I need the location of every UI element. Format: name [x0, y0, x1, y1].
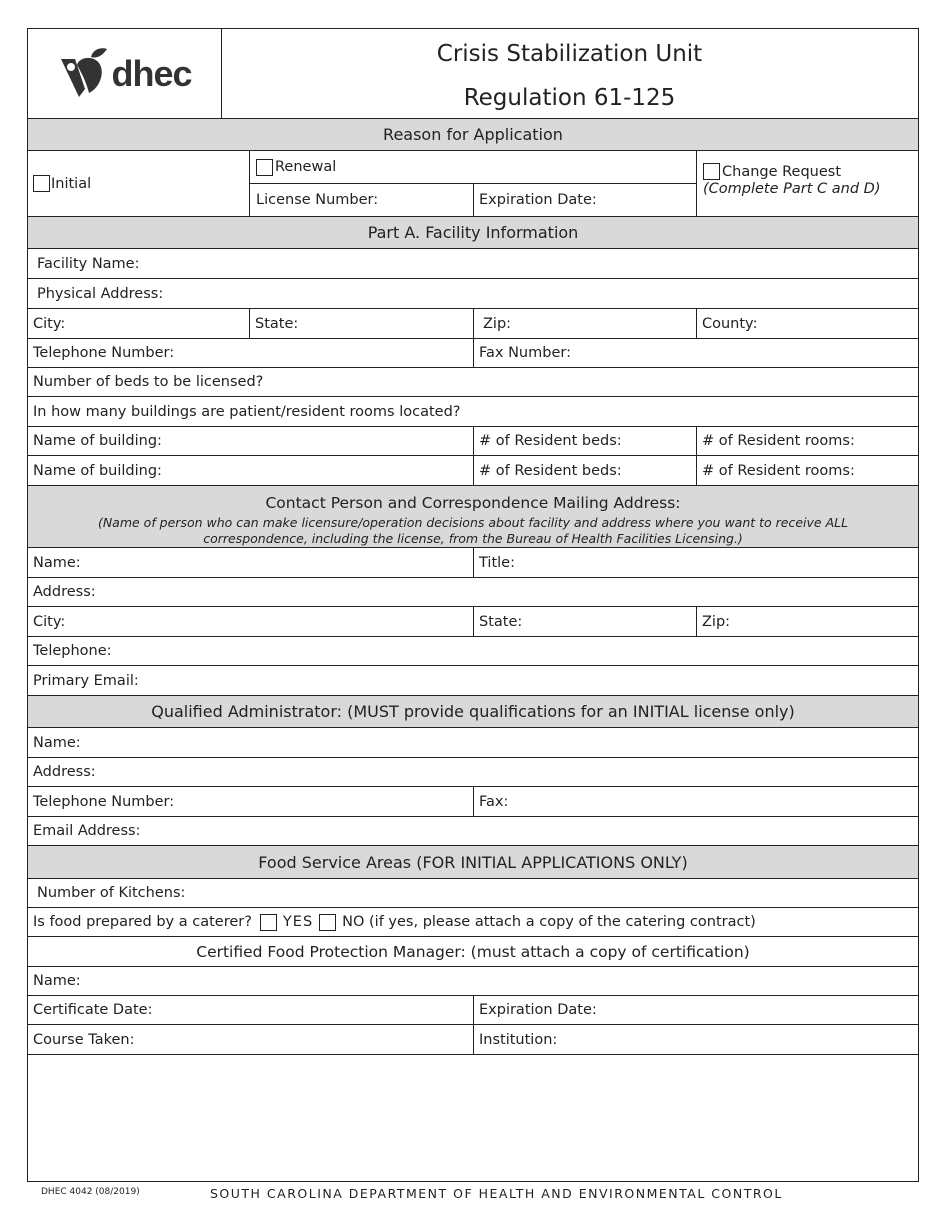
contact-city-row: [28, 606, 918, 636]
admin-address-row: [28, 757, 918, 786]
admin-email-field[interactable]: Email Address:: [33, 823, 141, 839]
section-heading: [28, 118, 918, 150]
dhec-logo-mark-icon: [57, 45, 115, 103]
facility-city-field[interactable]: City:: [33, 315, 66, 332]
renewal-label: Renewal: [275, 159, 337, 175]
facility-phone-row: [28, 338, 918, 367]
agency-name: SOUTH CAROLINA DEPARTMENT OF HEALTH AND ENVIRONMENTAL CONTROL: [210, 1186, 783, 1201]
caterer-no-checkbox[interactable]: [319, 914, 336, 931]
buildings-question-field[interactable]: In how many buildings are patient/resident rooms located?: [33, 403, 461, 420]
contact-note-line-2: correspondence, including the license, from the Bureau of Health Facilities Licensing.): [203, 531, 743, 546]
expiration-date-field[interactable]: Expiration Date:: [473, 184, 696, 216]
contact-email-row: [28, 665, 918, 695]
facility-fax-field[interactable]: Fax Number:: [473, 339, 918, 367]
facility-county-field[interactable]: County:: [696, 309, 918, 338]
kitchens-field[interactable]: Number of Kitchens:: [37, 885, 186, 901]
caterer-yes-label: YES: [282, 914, 314, 930]
contact-address-field[interactable]: Address:: [33, 584, 96, 600]
facility-telephone-field[interactable]: Telephone Number:: [33, 345, 175, 361]
contact-heading-block: [28, 486, 918, 547]
contact-telephone-field[interactable]: Telephone:: [33, 643, 112, 659]
initial-option: [28, 151, 249, 216]
renewal-block: [249, 151, 696, 216]
admin-name-row: [28, 727, 918, 757]
contact-city-field[interactable]: City:: [33, 613, 66, 630]
facility-zip-field[interactable]: Zip:: [473, 309, 696, 338]
building-row: [28, 426, 918, 455]
section-heading: [28, 485, 918, 547]
license-number-field[interactable]: License Number:: [256, 192, 379, 208]
facility-state-field[interactable]: State:: [249, 309, 473, 338]
facility-city-row: [28, 308, 918, 338]
resident-rooms-field[interactable]: # of Resident rooms:: [696, 427, 918, 455]
food-heading: Food Service Areas (FOR INITIAL APPLICATIONS ONLY): [258, 852, 688, 872]
application-form: [27, 28, 919, 1182]
part-a-heading: Part A. Facility Information: [367, 223, 579, 242]
contact-zip-field[interactable]: Zip:: [696, 607, 918, 636]
manager-heading-row: [28, 936, 918, 966]
blank-area: [28, 1054, 918, 1181]
beds-question-field[interactable]: Number of beds to be licensed?: [33, 374, 264, 390]
resident-beds-field[interactable]: # of Resident beds:: [473, 427, 696, 455]
resident-beds-field[interactable]: # of Resident beds:: [473, 456, 696, 485]
reason-row: [28, 150, 918, 216]
caterer-row: [28, 907, 918, 936]
contact-heading: Contact Person and Correspondence Mailing Address:: [265, 494, 681, 512]
resident-rooms-field[interactable]: # of Resident rooms:: [696, 456, 918, 485]
buildings-row: [28, 396, 918, 426]
admin-telephone-field[interactable]: Telephone Number:: [33, 793, 175, 810]
logo-text: dhec: [111, 52, 192, 94]
administrator-heading: Qualified Administrator: (MUST provide qualifications for an INITIAL license only): [151, 702, 795, 721]
manager-name-field[interactable]: Name:: [33, 973, 81, 989]
section-heading: [28, 845, 918, 878]
dhec-logo: [28, 29, 221, 118]
facility-name-field[interactable]: Facility Name:: [37, 255, 140, 272]
section-heading: [28, 216, 918, 248]
institution-field[interactable]: Institution:: [473, 1025, 918, 1054]
caterer-question-block: [28, 908, 918, 936]
building-name-field[interactable]: Name of building:: [33, 433, 162, 449]
certificate-expiration-field[interactable]: Expiration Date:: [473, 996, 918, 1024]
renewal-option: [249, 151, 696, 183]
form-code: DHEC 4042 (08/2019): [41, 1187, 140, 1197]
caterer-question: Is food prepared by a caterer?: [33, 914, 252, 930]
certificate-date-field[interactable]: Certificate Date:: [33, 1002, 153, 1018]
course-taken-field[interactable]: Course Taken:: [33, 1031, 135, 1048]
manager-name-row: [28, 966, 918, 995]
building-row: [28, 455, 918, 485]
contact-address-row: [28, 577, 918, 606]
certificate-row: [28, 995, 918, 1024]
initial-label: Initial: [51, 175, 92, 192]
contact-email-field[interactable]: Primary Email:: [33, 672, 139, 689]
kitchens-row: [28, 878, 918, 907]
contact-telephone-row: [28, 636, 918, 665]
contact-name-row: [28, 547, 918, 577]
physical-address-row: [28, 278, 918, 308]
contact-state-field[interactable]: State:: [473, 607, 696, 636]
change-request-option: [696, 163, 918, 197]
header-row: [28, 29, 918, 118]
course-row: [28, 1024, 918, 1054]
form-title: Crisis Stabilization Unit: [436, 41, 703, 67]
section-heading: [28, 695, 918, 727]
reason-heading: Reason for Application: [383, 125, 563, 144]
manager-heading: Certified Food Protection Manager: (must attach a copy of certification): [196, 942, 750, 961]
physical-address-field[interactable]: Physical Address:: [37, 285, 164, 302]
change-request-checkbox[interactable]: [703, 163, 720, 180]
admin-address-field[interactable]: Address:: [33, 764, 96, 780]
building-name-field[interactable]: Name of building:: [33, 462, 162, 479]
renewal-checkbox[interactable]: [256, 159, 273, 176]
contact-name-field[interactable]: Name:: [33, 554, 81, 571]
regulation-title: Regulation 61-125: [463, 85, 676, 111]
caterer-no-label: NO (if yes, please attach a copy of the catering contract): [342, 914, 756, 930]
facility-name-row: [28, 248, 918, 278]
change-request-note: (Complete Part C and D): [703, 181, 881, 197]
admin-fax-field[interactable]: Fax:: [473, 787, 918, 816]
contact-title-field[interactable]: Title:: [473, 548, 918, 577]
contact-note-line-1: (Name of person who can make licensure/operation decisions about facility and address where you want to receive ALL: [97, 515, 849, 530]
admin-name-field[interactable]: Name:: [33, 734, 81, 751]
beds-row: [28, 367, 918, 396]
caterer-yes-checkbox[interactable]: [260, 914, 277, 931]
admin-email-row: [28, 816, 918, 845]
change-request-label: Change Request: [722, 163, 842, 180]
initial-checkbox[interactable]: [33, 175, 50, 192]
admin-phone-row: [28, 786, 918, 816]
